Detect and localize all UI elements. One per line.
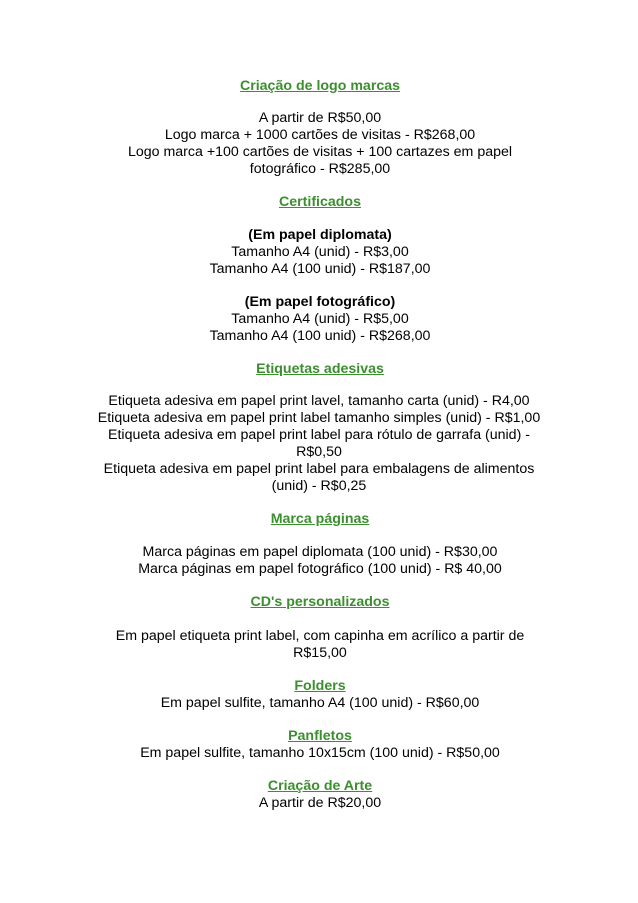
folders-section [88,678,552,712]
logo-heading: Criação de logo marcas [239,78,401,94]
marca-paginas-item: Marca páginas em papel fotográfico (100 unid) - R$ 40,00 [138,561,502,577]
panfletos-section [60,728,580,762]
certificados-foto [88,294,552,345]
cds-section [88,594,552,611]
panfletos-item: Em papel sulfite, tamanho 10x15cm (100 unid) - R$50,00 [140,745,500,761]
diplomata-item: Tamanho A4 (unid) - R$3,00 [231,244,409,260]
foto-item: Tamanho A4 (100 unid) - R$268,00 [209,328,431,344]
etiqueta-item: Etiqueta adesiva em papel print label para rótulo de garrafa (unid) - [108,427,530,443]
diplomata-title: (Em papel diplomata) [248,227,392,243]
folders-heading: Folders [294,678,346,694]
etiqueta-item: Etiqueta adesiva em papel print label para embalagens de alimentos [103,461,535,477]
etiqueta-item: Etiqueta adesiva em papel print lavel, tamanho carta (unid) - R4,00 [108,393,530,409]
certificados-section [88,194,552,211]
logo-items [60,110,580,178]
etiqueta-item: (unid) - R$0,25 [271,478,367,494]
logo-section [60,78,580,95]
cds-items [60,628,580,662]
certificados-diplomata [88,227,552,278]
etiqueta-item: Etiqueta adesiva em papel print label tamanho simples (unid) - R$1,00 [97,410,541,426]
foto-title: (Em papel fotográfico) [244,294,396,310]
arte-heading: Criação de Arte [267,778,373,794]
arte-section [88,778,552,812]
marca-paginas-section [88,511,552,528]
cds-heading: CD's personalizados [250,594,390,610]
cds-item: Em papel etiqueta print label, com capinha em acrílico a partir de [115,628,525,644]
cds-item: R$15,00 [293,645,347,661]
diplomata-item: Tamanho A4 (100 unid) - R$187,00 [209,261,431,277]
foto-item: Tamanho A4 (unid) - R$5,00 [231,311,409,327]
marca-paginas-items [60,544,580,578]
folders-item: Em papel sulfite, tamanho A4 (100 unid) - R$60,00 [160,695,480,711]
etiquetas-section [88,361,552,378]
etiquetas-items [40,393,598,495]
etiquetas-heading: Etiquetas adesivas [256,361,384,377]
marca-paginas-heading: Marca páginas [270,511,370,527]
panfletos-heading: Panfletos [288,728,352,744]
etiqueta-item: R$0,50 [296,444,342,460]
logo-item: A partir de R$50,00 [258,110,382,126]
logo-item: Logo marca + 1000 cartões de visitas - R$268,00 [164,127,476,143]
certificados-heading: Certificados [279,194,361,210]
logo-item: fotográfico - R$285,00 [249,161,391,177]
logo-item: Logo marca +100 cartões de visitas + 100 cartazes em papel [127,144,513,160]
arte-item: A partir de R$20,00 [258,795,382,811]
marca-paginas-item: Marca páginas em papel diplomata (100 unid) - R$30,00 [142,544,498,560]
